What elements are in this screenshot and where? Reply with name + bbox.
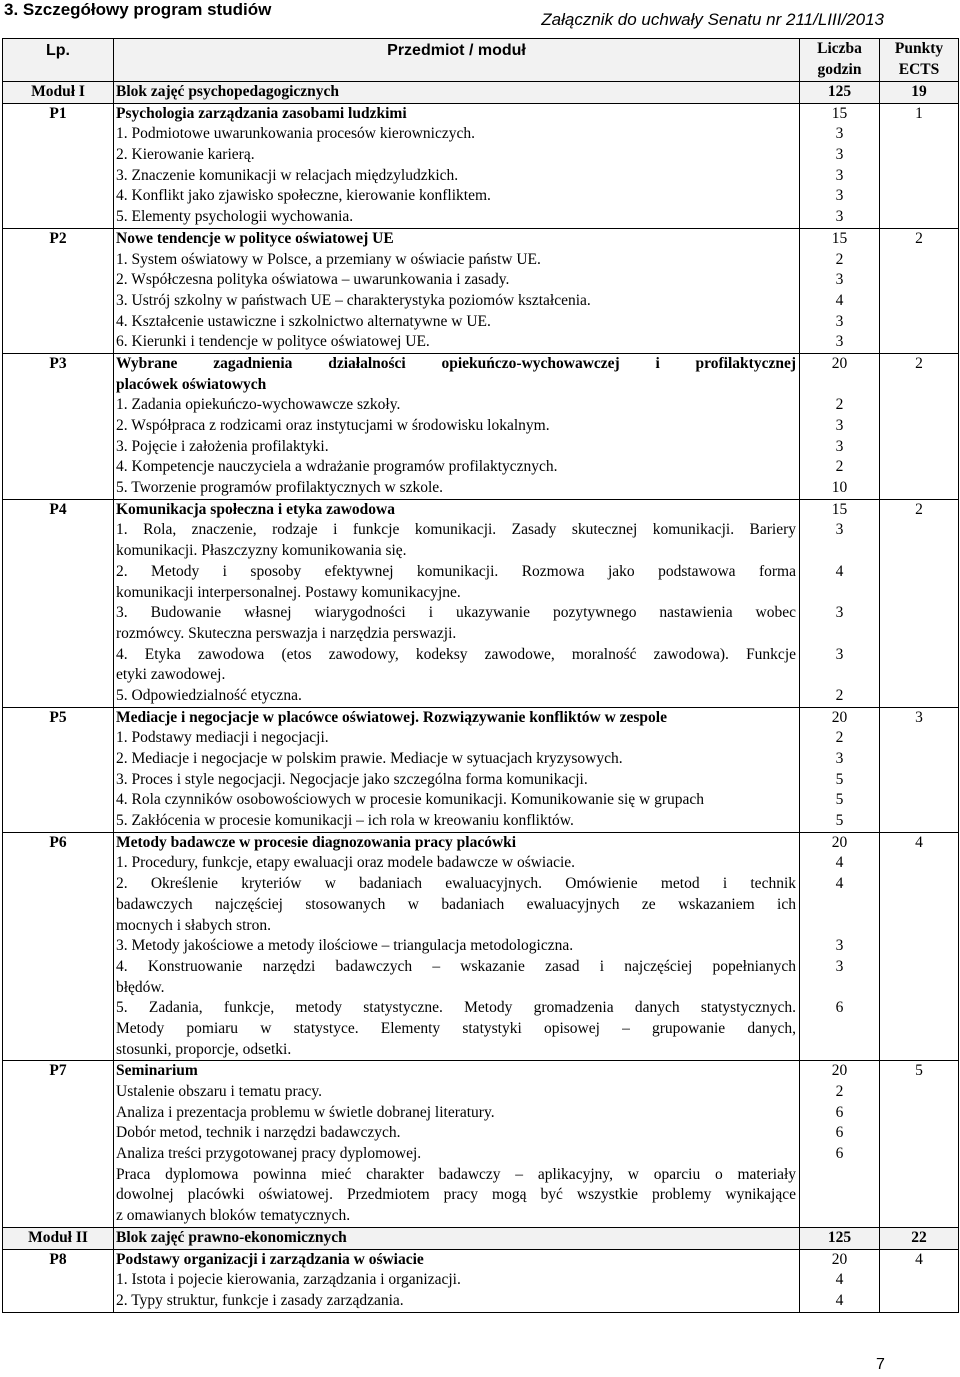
topic-line: 2. Określenie kryteriów w badaniach ewaluacyjnych. Omówienie metod i technik [116,875,796,893]
topic-line: 1. Podmiotowe uwarunkowania procesów kierowniczych. [116,125,475,143]
subject-title: Podstawy organizacji i zarządzania w oświacie [116,1250,424,1268]
topic-hours: 3 [835,208,844,226]
subject-content [114,832,800,1061]
topic-hours: 4 [835,562,844,580]
subject-hours [800,832,880,1061]
topic-hours: 2 [835,729,844,747]
topic-line: Praca dyplomowa powinna mieć charakter badawczy – aplikacyjny, w oparciu o materiały [116,1165,796,1183]
topic-line: badawczych najczęściej stosowanych w badaniach ewaluacyjnych ze wskazaniem ich [116,895,796,913]
topic-line: 5. Zakłócenia w procesie komunikacji – ich rola w kreowaniu konfliktów. [116,812,574,830]
header-subject: Przedmiot / moduł [114,39,800,82]
header-lp: Lp. [3,39,114,82]
topic-hours: 6 [835,1124,844,1142]
topic-hours: 3 [835,437,844,455]
topic-hours: 3 [835,312,844,330]
subject-content [114,499,800,707]
topic-line: 3. Budowanie własnej wiarygodności i ukazywanie pozytywnego nastawienia wobec [116,604,796,622]
topic-hours [800,895,879,916]
topic-line: 1. System oświatowy w Polsce, a przemiany w oświacie państw UE. [116,250,541,268]
topic-hours: 3 [835,271,844,289]
topic-line: 2. Typy struktur, funkcje i zasady zarządzania. [116,1291,404,1309]
topic-hours: 3 [835,521,844,539]
topic-hours: 4 [835,1291,844,1309]
topic-line: 1. Istota i pojecie kierowania, zarządzania i organizacji. [116,1271,461,1289]
subject-code: P4 [3,499,114,707]
topic-hours: 3 [835,417,844,435]
topic-line: z omawianych bloków tematycznych. [116,1207,351,1225]
page-number: 7 [876,1356,885,1373]
subject-content [114,228,800,353]
header-hours: Liczba godzin [800,39,880,82]
topic-line: komunikacji. Płaszczyzny komunikowania się. [116,542,407,560]
subject-code: P5 [3,707,114,832]
topic-line: 5. Zadania, funkcje, metody statystyczne. Metody gromadzenia danych statystycznych. [116,999,796,1017]
topic-hours: 4 [835,1271,844,1289]
subject-content [114,1249,800,1312]
topic-hours: 2 [835,250,844,268]
topic-hours [800,1040,879,1061]
topic-line: 3. Ustrój szkolny w państwach UE – charakterystyka poziomów kształcenia. [116,291,591,309]
topic-line: 4. Etyka zawodowa (etos zawodowy, kodeksy zawodowe, moralność zawodowa). Funkcje [116,645,796,663]
topic-line: 2. Współpraca z rodzicami oraz instytucjami w środowisku lokalnym. [116,417,550,435]
topic-line: Ustalenie obszaru i tematu pracy. [116,1083,323,1101]
topic-line: 4. Kompetencje nauczyciela a wdrażanie programów profilaktycznych. [116,458,558,476]
topic-line: 4. Kształcenie ustawiczne i szkolnictwo alternatywne w UE. [116,312,491,330]
subject-hours [800,1061,880,1228]
module-row-1 [3,82,959,104]
subject-hours [800,228,880,353]
subject-row [3,103,959,228]
subject-ects: 4 [880,832,959,1061]
module-ects: 22 [880,1227,959,1249]
topic-hours: 3 [835,750,844,768]
subject-total-hours: 15 [831,500,848,518]
topic-hours [800,583,879,604]
subject-ects: 2 [880,353,959,499]
topic-line: 4. Rola czynników osobowościowych w procesie komunikacji. Komunikowanie się w grupach [116,791,705,809]
subject-title: Nowe tendencje w polityce oświatowej UE [116,229,394,247]
topic-line: 2. Metody i sposoby efektywnej komunikacji. Rozmowa jako podstawowa forma [116,562,796,580]
module-hours: 125 [800,1227,880,1249]
subject-title: Komunikacja społeczna i etyka zawodowa [116,500,395,518]
module-ects: 19 [880,82,959,104]
topic-line: komunikacji interpersonalnej. Postawy komunikacyjne. [116,583,461,601]
topic-hours: 4 [835,854,844,872]
subject-total-hours: 20 [831,1250,848,1268]
topic-line: 3. Proces i style negocjacji. Negocjacje jako szczególna forma komunikacji. [116,770,588,788]
topic-hours [800,541,879,562]
subject-ects: 3 [880,707,959,832]
topic-hours: 6 [835,999,844,1017]
topic-line: 3. Znaczenie komunikacji w relacjach międzyludzkich. [116,166,459,184]
subject-total-hours: 15 [831,229,848,247]
subject-row [3,353,959,499]
subject-title: Seminarium [116,1062,198,1080]
topic-hours: 3 [835,166,844,184]
annex-note: Załącznik do uchwały Senatu nr 211/LIII/2013 [541,10,884,29]
topic-hours: 2 [835,396,844,414]
topic-hours: 3 [835,645,844,663]
topic-line: placówek oświatowych [116,375,267,393]
subject-code: P7 [3,1061,114,1228]
topic-line: 5. Elementy psychologii wychowania. [116,208,354,226]
topic-hours: 5 [835,812,844,830]
topic-hours: 6 [835,1103,844,1121]
topic-line: Dobór metod, technik i narzędzi badawczych. [116,1124,401,1142]
topic-hours: 3 [835,146,844,164]
subject-hours [800,707,880,832]
subject-hours [800,103,880,228]
subject-code: P6 [3,832,114,1061]
topic-line: 4. Konstruowanie narzędzi badawczych – wskazanie zasad i najczęściej popełnianych [116,957,796,975]
subject-row [3,499,959,707]
subject-total-hours: 20 [831,1062,848,1080]
header-ects: Punkty ECTS [880,39,959,82]
subject-code: P2 [3,228,114,353]
subject-total-hours: 20 [831,708,848,726]
subject-title: Mediacje i negocjacje w placówce oświatowej. Rozwiązywanie konfliktów w zespole [116,708,667,726]
module-code: Moduł I [3,82,114,104]
topic-hours: 5 [835,770,844,788]
subject-row [3,832,959,1061]
subject-title: Psychologia zarządzania zasobami ludzkimi [116,104,407,122]
topic-hours [800,1185,879,1206]
topic-line: rozmówcy. Skuteczna perswazja i narzędzia perswazji. [116,624,457,642]
topic-line: stosunki, proporcje, odsetki. [116,1040,292,1058]
subject-total-hours: 20 [831,354,848,372]
subject-ects: 1 [880,103,959,228]
topic-line: Analiza i prezentacja problemu w świetle dobranej literatury. [116,1103,495,1121]
subject-row [3,1061,959,1228]
subject-code: P3 [3,353,114,499]
topic-line: 1. Zadania opiekuńczo-wychowawcze szkoły. [116,396,401,414]
subject-code: P8 [3,1249,114,1312]
topic-line: 6. Kierunki i tendencje w polityce oświatowej UE. [116,333,430,351]
table-header-row [3,39,959,82]
topic-hours: 3 [835,957,844,975]
module-row-2 [3,1227,959,1249]
topic-line: błędów. [116,978,165,996]
subject-row [3,228,959,353]
topic-hours [800,624,879,645]
subject-ects: 5 [880,1061,959,1228]
topic-line: 5. Tworzenie programów profilaktycznych w szkole. [116,479,444,497]
topic-line: 5. Odpowiedzialność etyczna. [116,686,302,704]
topic-hours: 2 [835,1083,844,1101]
topic-hours: 10 [831,479,848,497]
subject-content [114,1061,800,1228]
subject-hours [800,499,880,707]
module-code: Moduł II [3,1227,114,1249]
topic-hours [800,1019,879,1040]
subject-ects: 4 [880,1249,959,1312]
topic-line: Analiza treści przygotowanej pracy dyplomowej. [116,1145,422,1163]
topic-hours: 5 [835,791,844,809]
topic-line: 1. Rola, znaczenie, rodzaje i funkcje komunikacji. Zasady skutecznej komunikacji. Bariery [116,521,796,539]
subject-total-hours: 15 [831,104,848,122]
topic-hours [800,916,879,937]
topic-hours [800,375,879,396]
topic-hours [800,1165,879,1186]
section-title: 3. Szczegółowy program studiów [4,0,272,19]
topic-line: dowolnej placówki oświatowej. Przedmiotem pracy mogą być wszystkie problemy wynikające [116,1186,796,1204]
subject-hours [800,353,880,499]
module-title: Blok zajęć psychopedagogicznych [114,82,800,104]
subject-row [3,1249,959,1312]
module-hours: 125 [800,82,880,104]
subject-title: Metody badawcze w procesie diagnozowania pracy placówki [116,833,517,851]
module-title: Blok zajęć prawno-ekonomicznych [114,1227,800,1249]
topic-line: etyki zawodowej. [116,666,226,684]
subject-title: Wybrane zagadnienia działalności opiekuńczo-wychowawczej i profilaktycznej [116,354,796,372]
topic-hours: 2 [835,686,844,704]
topic-hours: 3 [835,937,844,955]
topic-hours [800,1206,879,1227]
topic-line: 2. Współczesna polityka oświatowa – uwarunkowania i zasady. [116,271,510,289]
topic-line: Metody pomiaru w statystyce. Elementy statystyki opisowej – grupowanie danych, [116,1019,796,1037]
topic-line: 3. Pojęcie i założenia profilaktyki. [116,437,329,455]
study-program-table [2,38,959,1313]
subject-total-hours: 20 [831,833,848,851]
topic-hours: 3 [835,604,844,622]
subject-content [114,707,800,832]
topic-line: 1. Podstawy mediacji i negocjacji. [116,729,329,747]
subject-content [114,103,800,228]
subject-code: P1 [3,103,114,228]
topic-line: 4. Konflikt jako zjawisko społeczne, kierowanie konfliktem. [116,187,491,205]
topic-hours: 3 [835,187,844,205]
subject-ects: 2 [880,499,959,707]
topic-hours [800,665,879,686]
subject-row [3,707,959,832]
subject-hours [800,1249,880,1312]
topic-hours: 4 [835,291,844,309]
topic-hours: 4 [835,875,844,893]
topic-hours: 6 [835,1145,844,1163]
topic-line: mocnych i słabych stron. [116,916,271,934]
topic-line: 1. Procedury, funkcje, etapy ewaluacji oraz modele badawcze w oświacie. [116,854,576,872]
topic-hours [800,978,879,999]
topic-hours: 3 [835,333,844,351]
topic-line: 3. Metody jakościowe a metody ilościowe – triangulacja metodologiczna. [116,937,574,955]
topic-line: 2. Mediacje i negocjacje w polskim prawie. Mediacje w sytuacjach kryzysowych. [116,750,623,768]
topic-hours: 3 [835,125,844,143]
topic-line: 2. Kierowanie karierą. [116,146,255,164]
subject-content [114,353,800,499]
topic-hours: 2 [835,458,844,476]
subject-ects: 2 [880,228,959,353]
